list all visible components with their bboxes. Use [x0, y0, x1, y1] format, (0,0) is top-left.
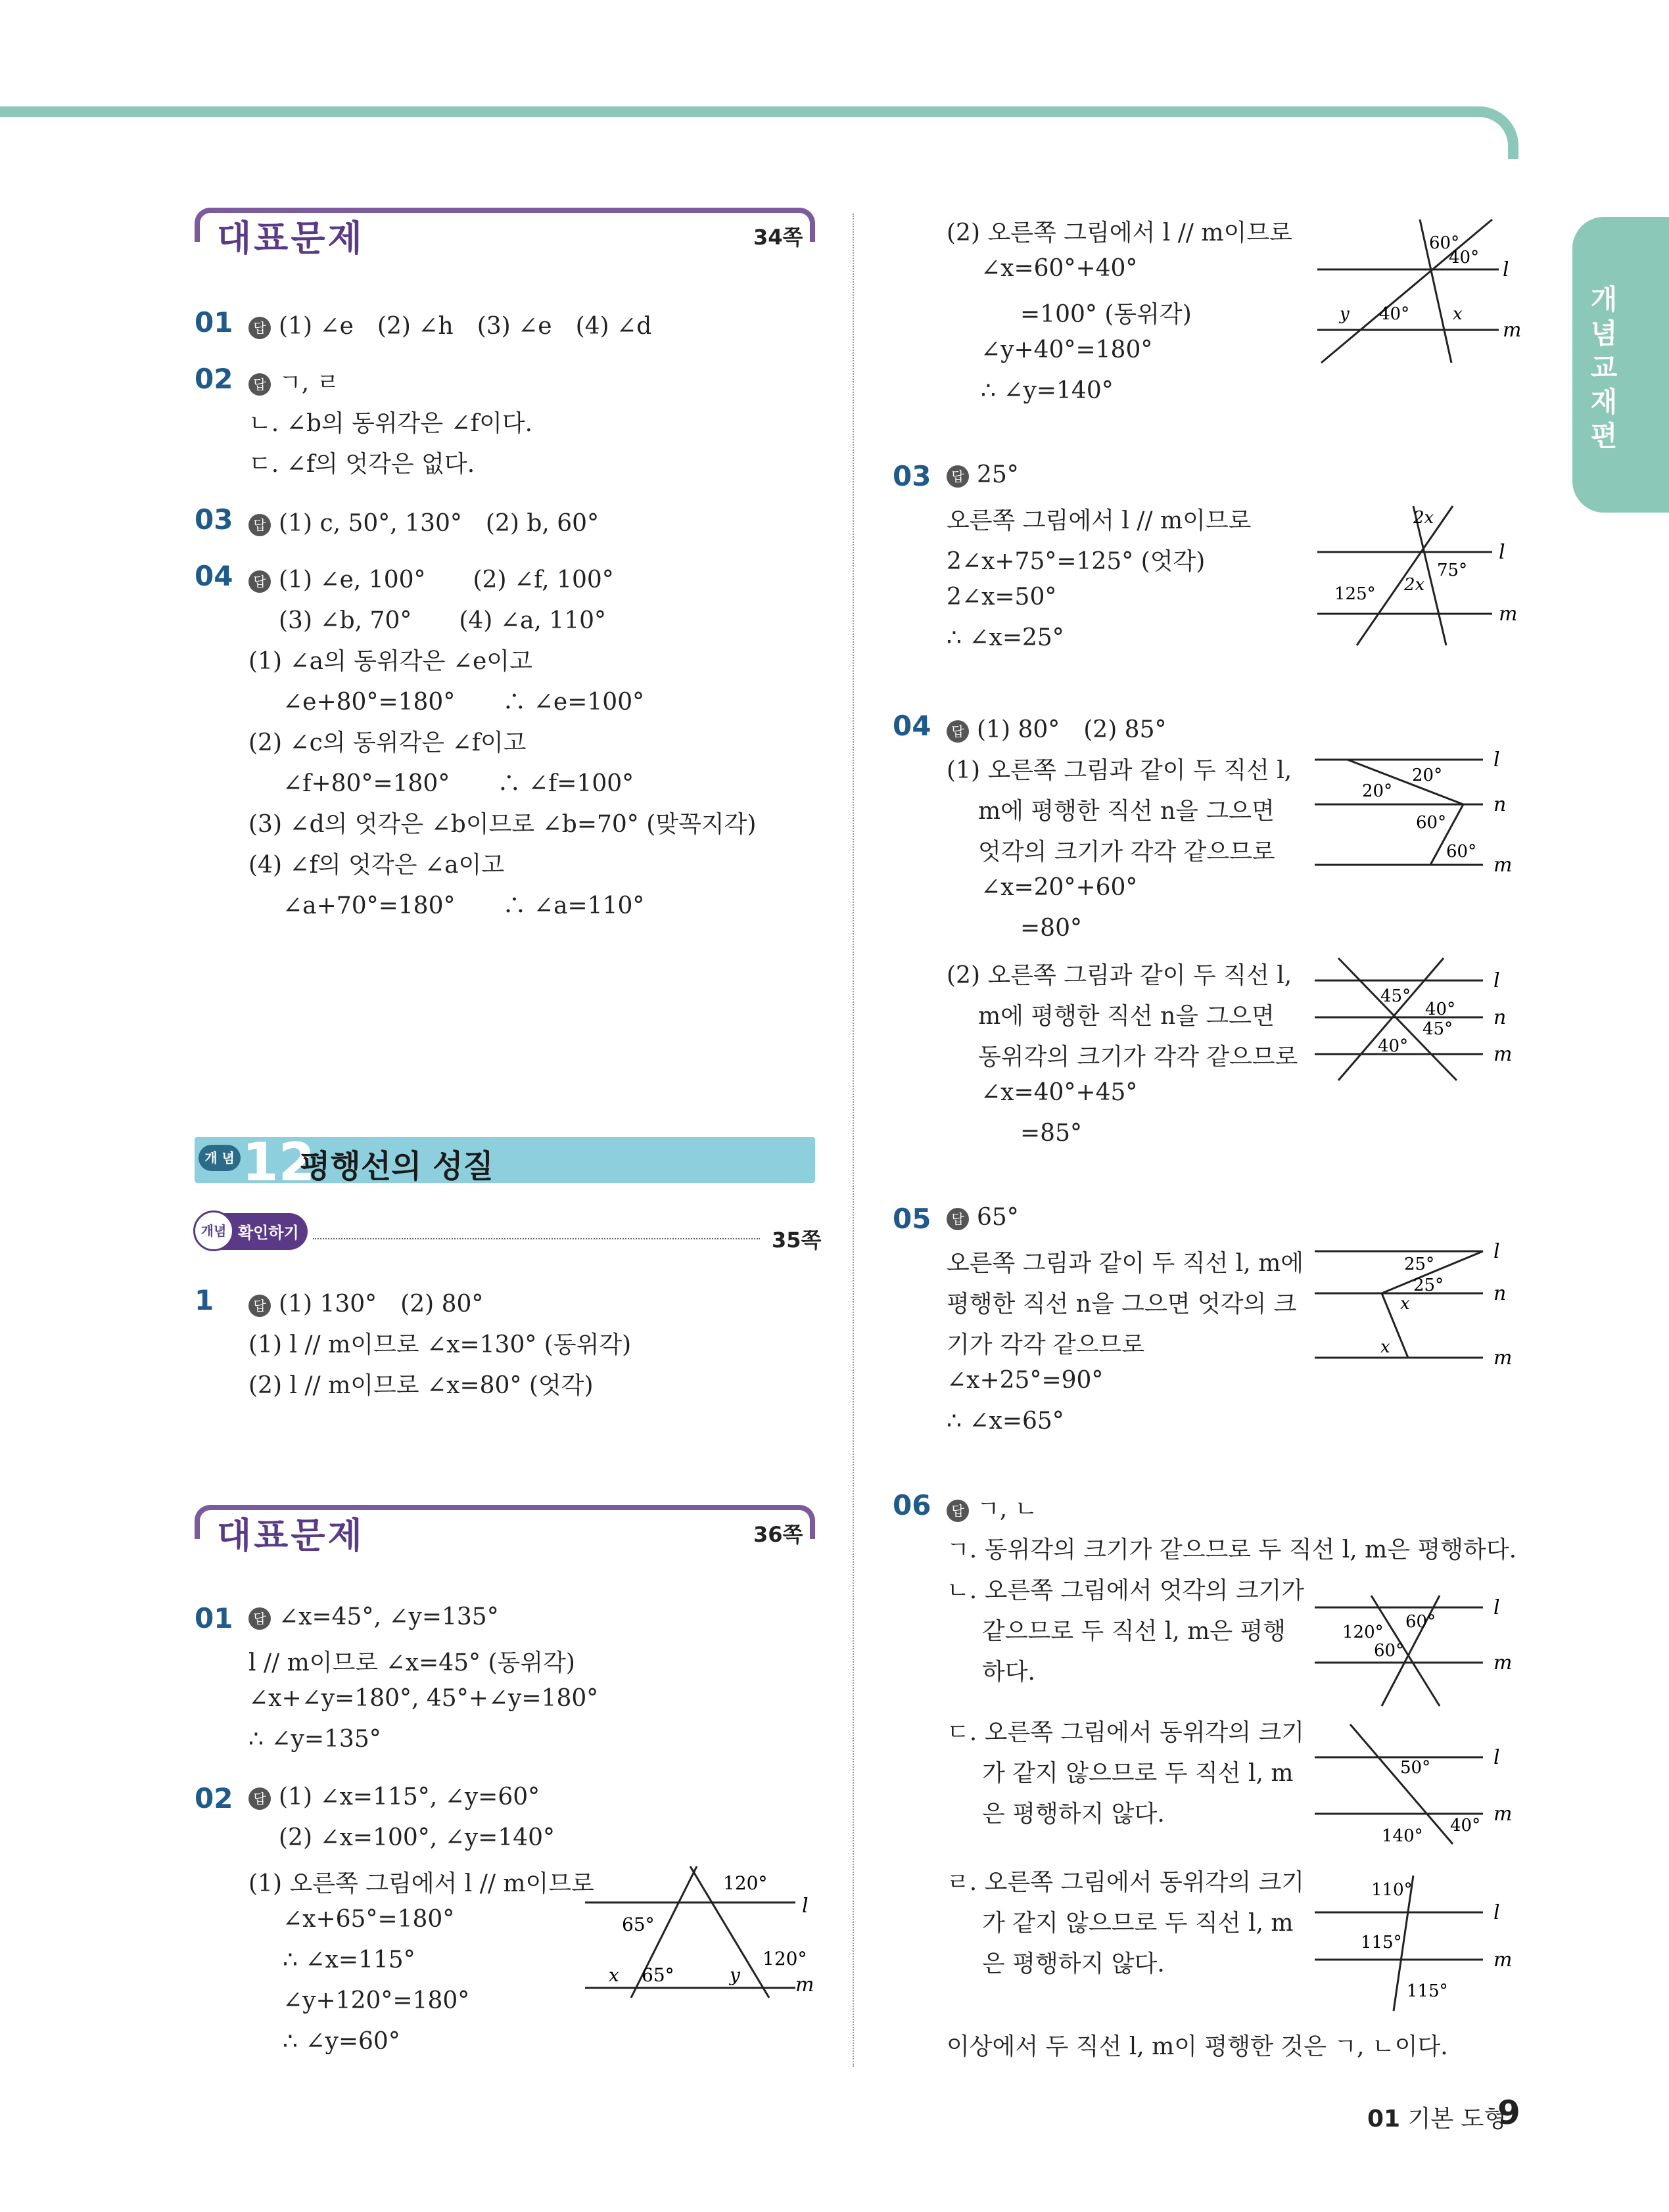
explanation-line: ㄷ. ∠f의 엇각은 없다. [248, 451, 475, 478]
explanation-line: ∠a+70°=180° ∴ ∠a=110° [283, 892, 645, 919]
explanation-line: (1) ∠a의 동위각은 ∠e이고 [248, 648, 532, 675]
explanation-line: ∠y+40°=180° [981, 336, 1153, 363]
svg-text:m: m [1493, 1948, 1513, 1971]
answer-icon: 답 [947, 1500, 969, 1522]
svg-text:60°: 60° [1446, 842, 1477, 862]
svg-text:40°: 40° [1449, 248, 1480, 267]
answer-icon: 답 [248, 1607, 271, 1630]
concept-number: 12 [242, 1132, 316, 1193]
answer-line: 답 (1) 130° (2) 80° [248, 1285, 483, 1319]
top-accent-bar [0, 106, 1492, 117]
explanation-line: ∴ ∠y=135° [248, 1726, 381, 1753]
explanation-line: ∠e+80°=180° ∴ ∠e=100° [283, 689, 645, 716]
svg-text:40°: 40° [1379, 304, 1410, 324]
svg-text:m: m [1499, 603, 1518, 626]
answer-icon: 답 [248, 317, 271, 339]
question-number: 03 [893, 460, 931, 492]
answer-line: 답 (1) ∠e (2) ∠h (3) ∠e (4) ∠d [248, 308, 651, 341]
confirm-badge-label: 확인하기 [238, 1224, 299, 1242]
explanation-line: 평행한 직선 n을 그으면 엇각의 크 [947, 1291, 1297, 1318]
svg-text:40°: 40° [1378, 1036, 1409, 1056]
answer-icon: 답 [248, 1787, 271, 1810]
svg-text:2x: 2x [1404, 575, 1425, 595]
page-ref-2: 35쪽 [772, 1228, 822, 1253]
explanation-line: (2) l // m이므로 ∠x=80° (엇각) [248, 1372, 594, 1399]
explanation-line: (3) ∠d의 엇각은 ∠b이므로 ∠b=70° (맞꼭지각) [248, 811, 757, 838]
svg-text:x: x [1380, 1337, 1390, 1357]
figure-q04-1 [1308, 743, 1532, 881]
question-number: 04 [195, 560, 233, 592]
answer-icon: 답 [248, 570, 271, 593]
explanation-line: ∠f+80°=180° ∴ ∠f=100° [283, 770, 634, 797]
svg-text:120°: 120° [723, 1872, 768, 1894]
explanation-line: (1) l // m이므로 ∠x=130° (동위각) [248, 1331, 632, 1358]
svg-text:l: l [1493, 749, 1500, 772]
figure-q04-2 [1308, 949, 1532, 1087]
svg-text:n: n [1493, 793, 1507, 816]
page-ref-1: 34쪽 [753, 225, 803, 250]
explanation-line: ∠x=20°+60° [981, 874, 1138, 901]
question-number: 01 [195, 306, 233, 338]
figure-q06-b [1308, 1590, 1532, 1715]
svg-text:25°: 25° [1404, 1255, 1435, 1274]
explanation-line: 같으므로 두 직선 l, m은 평행 [982, 1618, 1286, 1645]
figure-q03 [1308, 497, 1532, 655]
answer-line: (2) ∠x=100°, ∠y=140° [279, 1824, 555, 1851]
svg-text:120°: 120° [763, 1948, 807, 1970]
svg-text:l: l [1503, 258, 1509, 281]
question-number: 02 [195, 1782, 233, 1814]
answer-line: 답 ∠x=45°, ∠y=135° [248, 1603, 499, 1630]
figure-p2 [1308, 210, 1532, 375]
svg-text:m: m [1503, 319, 1522, 342]
explanation-line: =80° [1020, 915, 1082, 942]
explanation-line: 가 같지 않으므로 두 직선 l, m [982, 1910, 1294, 1937]
svg-text:75°: 75° [1437, 561, 1468, 580]
svg-text:l: l [1493, 1596, 1500, 1619]
svg-text:n: n [1493, 1282, 1507, 1305]
explanation-line: l // m이므로 ∠x=45° (동위각) [248, 1649, 575, 1676]
explanation-line: ∴ ∠x=25° [947, 624, 1064, 651]
answer-line: 답 (1) ∠x=115°, ∠y=60° [248, 1784, 540, 1810]
explanation-line: ㄹ. 오른쪽 그림에서 동위각의 크기 [947, 1869, 1305, 1896]
svg-text:115°: 115° [1361, 1933, 1402, 1952]
svg-text:20°: 20° [1362, 781, 1393, 801]
column-divider [853, 214, 854, 2067]
answer-icon: 답 [947, 720, 969, 743]
svg-text:20°: 20° [1412, 766, 1443, 785]
explanation-line: 은 평행하지 않다. [982, 1801, 1165, 1828]
svg-text:50°: 50° [1400, 1758, 1431, 1778]
svg-text:y: y [1340, 304, 1350, 324]
svg-text:l: l [1493, 1901, 1500, 1924]
explanation-line: 가 같지 않으므로 두 직선 l, m [982, 1760, 1294, 1787]
svg-text:l: l [1493, 969, 1500, 992]
concept-badge: 개 념 [199, 1145, 241, 1171]
svg-text:x: x [609, 1964, 619, 1986]
answer-icon: 답 [248, 373, 271, 396]
explanation-line: ㄷ. 오른쪽 그림에서 동위각의 크기 [947, 1719, 1305, 1746]
answer-line: 답 (1) 80° (2) 85° [947, 711, 1167, 745]
explanation-line: 엇각의 크기가 각각 같으므로 [978, 839, 1275, 865]
explanation-line: ∴ ∠y=60° [283, 2028, 400, 2055]
explanation-line: ∠x+65°=180° [283, 1906, 455, 1933]
figure-q06-d [1308, 1866, 1532, 2017]
explanation-line: (2) 오른쪽 그림에서 l // m이므로 [947, 219, 1292, 246]
explanation-line: ㄴ. ∠b의 동위각은 ∠f이다. [248, 410, 533, 437]
conclusion-line: 이상에서 두 직선 l, m이 평행한 것은 ㄱ, ㄴ이다. [947, 2033, 1448, 2060]
svg-text:60°: 60° [1429, 233, 1460, 253]
svg-text:x: x [1400, 1294, 1410, 1314]
question-number: 1 [195, 1284, 214, 1316]
answer-icon: 답 [947, 1208, 969, 1230]
answer-line: 답 ㄱ, ㄹ [248, 364, 339, 398]
confirm-badge-circle: 개념 [193, 1210, 234, 1251]
explanation-line: 기가 각각 같으므로 [947, 1331, 1145, 1358]
question-number: 01 [195, 1602, 233, 1634]
explanation-line: m에 평행한 직선 n을 그으면 [978, 1003, 1275, 1030]
top-accent-curve [1466, 106, 1518, 159]
svg-text:m: m [1493, 1651, 1513, 1674]
svg-text:n: n [1493, 1006, 1507, 1029]
explanation-line: ∠x=60°+40° [981, 255, 1138, 282]
svg-text:l: l [1499, 541, 1505, 564]
page-number: 9 [1497, 2094, 1520, 2132]
svg-text:60°: 60° [1374, 1641, 1405, 1661]
svg-text:40°: 40° [1425, 1000, 1456, 1019]
explanation-line: ∴ ∠x=65° [947, 1408, 1064, 1435]
svg-text:2x: 2x [1413, 508, 1434, 528]
svg-text:45°: 45° [1380, 986, 1411, 1006]
question-number: 05 [893, 1203, 931, 1235]
answer-line: 답 ㄱ, ㄴ [947, 1490, 1037, 1524]
svg-text:60°: 60° [1416, 813, 1447, 833]
explanation-line: ∠x+∠y=180°, 45°+∠y=180° [248, 1685, 599, 1712]
explanation-line: (4) ∠f의 엇각은 ∠a이고 [248, 852, 505, 879]
explanation-line: 은 평행하지 않다. [982, 1950, 1165, 1977]
svg-text:125°: 125° [1334, 584, 1376, 604]
explanation-line: ∴ ∠x=115° [283, 1947, 415, 1973]
svg-text:110°: 110° [1371, 1880, 1413, 1900]
explanation-line: ∴ ∠y=140° [981, 377, 1114, 404]
answer-line: 답 (1) ∠e, 100° (2) ∠f, 100° [248, 561, 614, 595]
svg-text:25°: 25° [1413, 1276, 1444, 1295]
explanation-line: 하다. [982, 1659, 1035, 1686]
question-number: 04 [893, 710, 931, 742]
answer-icon: 답 [248, 1295, 271, 1317]
svg-text:115°: 115° [1407, 1981, 1448, 2001]
svg-text:l: l [1493, 1746, 1500, 1769]
explanation-line: m에 평행한 직선 n을 그으면 [978, 798, 1275, 825]
explanation-line: 2∠x+75°=125° (엇각) [947, 548, 1206, 575]
svg-text:40°: 40° [1450, 1816, 1481, 1835]
section-title-2: 대표문제 [217, 1515, 365, 1556]
explanation-line: 동위각의 크기가 각각 같으므로 [978, 1044, 1298, 1071]
svg-text:y: y [730, 1964, 740, 1986]
question-number: 06 [893, 1489, 931, 1521]
svg-text:m: m [1493, 1347, 1513, 1367]
explanation-line: 오른쪽 그림에서 l // m이므로 [947, 507, 1252, 534]
explanation-line: ∠x=40°+45° [981, 1079, 1138, 1106]
explanation-line: 오른쪽 그림과 같이 두 직선 l, m에 [947, 1250, 1304, 1277]
explanation-line: (1) 오른쪽 그림과 같이 두 직선 l, [947, 757, 1292, 784]
svg-text:120°: 120° [1342, 1623, 1384, 1642]
dotted-leader [313, 1238, 760, 1239]
explanation-line: ∠x+25°=90° [947, 1367, 1104, 1394]
answer-line: (3) ∠b, 70° (4) ∠a, 110° [279, 607, 607, 634]
svg-text:65°: 65° [622, 1914, 655, 1935]
svg-text:140°: 140° [1382, 1826, 1423, 1846]
figure-q06-c [1308, 1715, 1532, 1853]
svg-text:60°: 60° [1405, 1612, 1436, 1632]
svg-text:l: l [1493, 1240, 1500, 1263]
svg-text:m: m [1493, 854, 1513, 877]
svg-text:l: l [802, 1895, 809, 1918]
figure-triangle-parallel [578, 1860, 828, 2011]
svg-text:m: m [1493, 1803, 1513, 1826]
svg-text:45°: 45° [1422, 1019, 1453, 1039]
svg-text:x: x [1453, 304, 1463, 324]
answer-line: 답 65° [947, 1204, 1019, 1231]
concept-title: 평행선의 성질 [300, 1148, 494, 1185]
explanation-line: 2∠x=50° [947, 584, 1057, 611]
question-number: 03 [195, 503, 233, 536]
figure-q05 [1308, 1235, 1532, 1367]
side-tab-label: 개념교재편 [1590, 283, 1618, 452]
explanation-line: ㄴ. 오른쪽 그림에서 엇각의 크기가 [947, 1577, 1305, 1604]
answer-icon: 답 [248, 514, 271, 536]
footer-chapter: 01 기본 도형 [1367, 2106, 1507, 2132]
explanation-line: =85° [1020, 1120, 1082, 1147]
answer-icon: 답 [947, 465, 969, 488]
explanation-line: =100° (동위각) [1020, 301, 1192, 328]
answer-line: 답 (1) c, 50°, 130° (2) b, 60° [248, 505, 599, 538]
question-number: 02 [195, 363, 233, 395]
svg-text:65°: 65° [642, 1964, 674, 1986]
explanation-line: (1) 오른쪽 그림에서 l // m이므로 [248, 1870, 594, 1897]
page-ref-3: 36쪽 [753, 1522, 803, 1547]
explanation-line: (2) 오른쪽 그림과 같이 두 직선 l, [947, 962, 1292, 989]
svg-text:m: m [795, 1973, 814, 1996]
explanation-line: ㄱ. 동위각의 크기가 같으므로 두 직선 l, m은 평행하다. [947, 1536, 1517, 1563]
explanation-line: (2) ∠c의 동위각은 ∠f이고 [248, 729, 527, 756]
section-title-1: 대표문제 [217, 218, 365, 259]
explanation-line: ∠y+120°=180° [283, 1987, 470, 2014]
answer-line: 답 25° [947, 461, 1019, 488]
svg-text:m: m [1493, 1043, 1513, 1066]
